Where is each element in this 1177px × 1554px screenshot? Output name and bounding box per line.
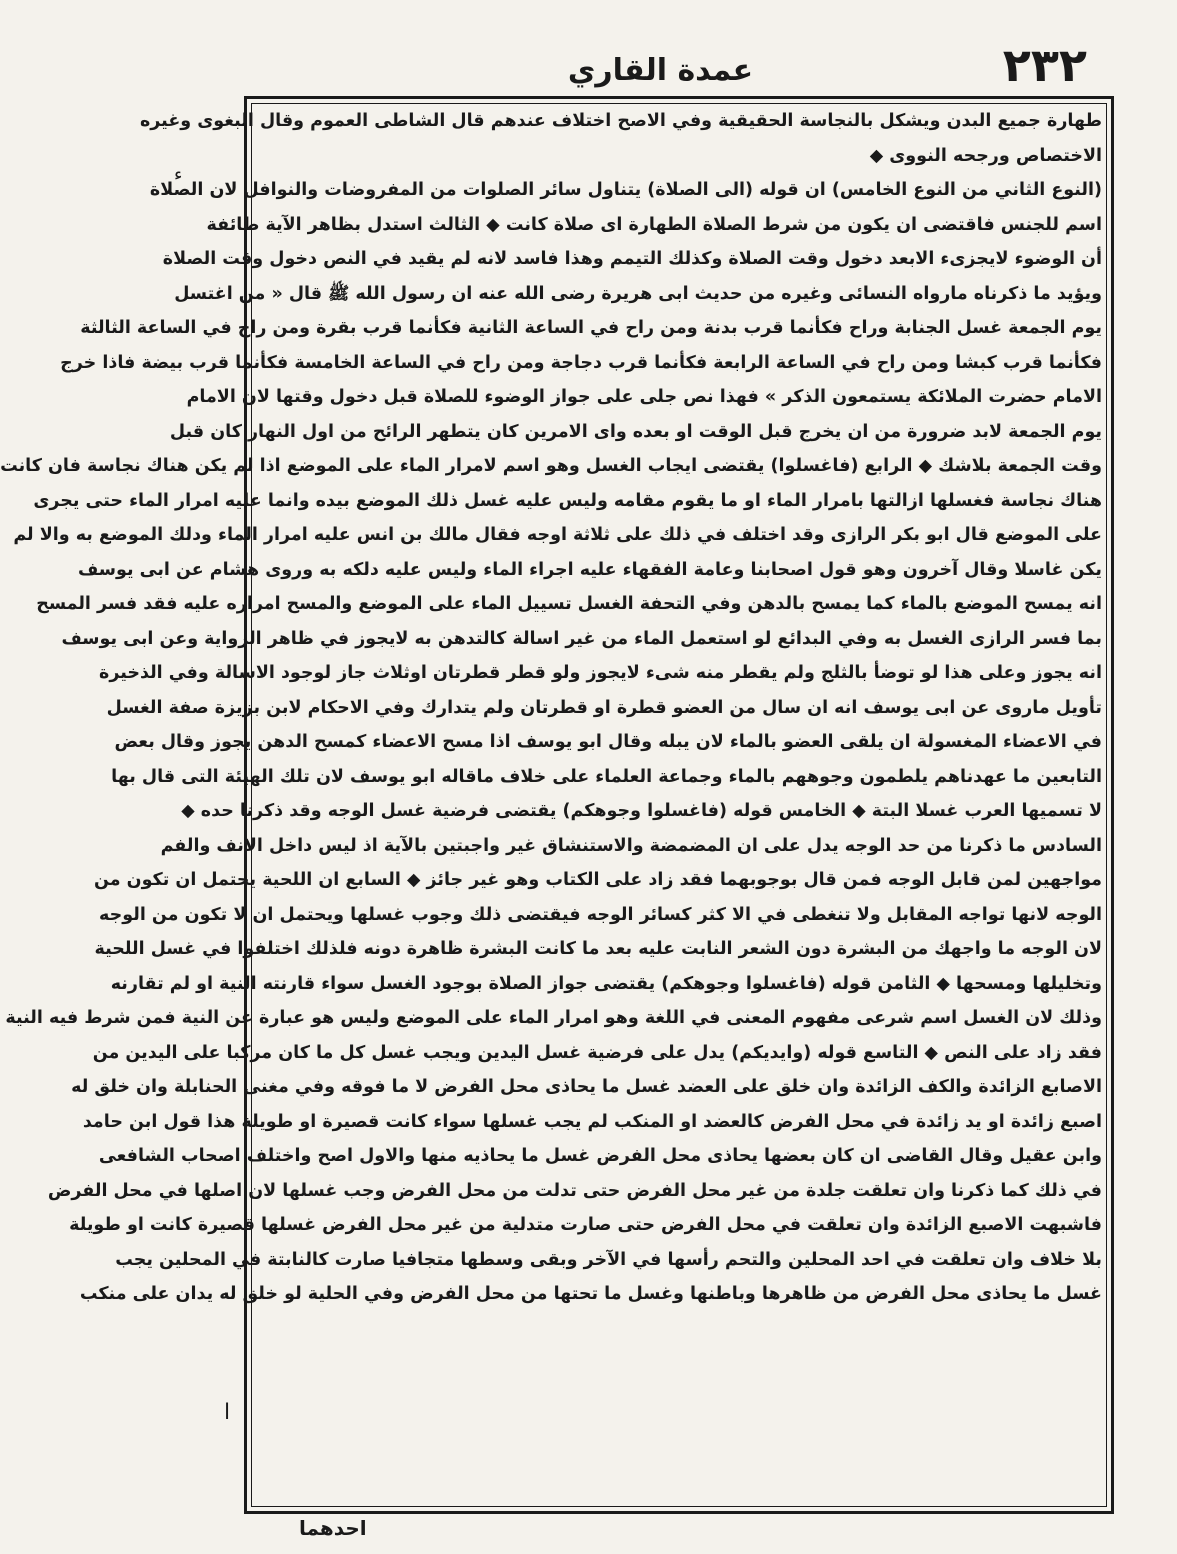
text-line: (النوع الثاني من النوع الخامس) ان قوله (الى الصلاة) يتناول سائر الصلوات من المفروضات والنوافل لان الصلاة [149, 180, 1102, 200]
page-number: ۲۳۲ [1002, 38, 1087, 92]
text-line: هناك نجاسة فغسلها ازالتها بامرار الماء او ما يقوم مقامه وليس عليه غسل ذلك الموضع بيده وانما عليه امرار الماء حتى يجرى [33, 490, 1102, 511]
text-line: وذلك لان الغسل اسم شرعى مفهوم المعنى في اللغة وهو امرار الماء على الموضع وليس هو عبارة عن النية فمن شرط فيه النية [5, 1008, 1102, 1028]
text-line: الاصابع الزائدة والكف الزائدة وان خلق على العضد غسل ما يحاذى محل الفرض لا ما فوقه وفي مغنى الحنابلة وان خلق له [71, 1077, 1102, 1097]
text-line: على الموضع قال ابو بكر الرازى وقد اختلف في ذلك على ثلاثة اوجه فقال مالك بن انس عليه امرار الماء ودلك الموضع به والا لم [13, 525, 1102, 545]
text-line: انه يمسح الموضع بالماء كما يمسح بالدهن وفي التحفة الغسل تسييل الماء على الموضع والمسح امراره عليه فقد فسر المسح [36, 594, 1102, 614]
text-line: أن الوضوء لايجزىء الابعد دخول وقت الصلاة وكذلك التيمم وهذا فاسد لانه لم يقيد في النص دخول وقت الصلاة [162, 249, 1102, 269]
text-line: التابعين ما عهدناهم يلطمون وجوههم بالماء وجماعة العلماء على خلاف ماقاله ابو يوسف لان تلك الهيئة التى قال بها [111, 766, 1102, 787]
text-line: الاختصاص ورجحه النووى ◆ [869, 145, 1102, 166]
running-title: عمدة القاري [567, 53, 754, 88]
text-line: الامام حضرت الملائكة يستمعون الذكر » فهذا نص جلى على جواز الوضوء للصلاة قبل دخول وقتها لان الامام [186, 387, 1102, 407]
catchword: احدهما [299, 1516, 367, 1540]
text-line: لا تسميها العرب غسلا البتة ◆ الخامس قوله (فاغسلوا وجوهكم) يقتضى فرضية غسل الوجه وقد ذكرنا حده ◆ [181, 801, 1102, 821]
margin-mark: ا [224, 1400, 231, 1425]
text-line: غسل ما يحاذى محل الفرض من ظاهرها وباطنها وغسل ما تحتها من محل الفرض وفي الحلية لو خلق له يدان على منكب [79, 1284, 1102, 1304]
text-line: وابن عقيل وقال القاضى ان كان بعضها يحاذى محل الفرض غسل ما يحاذيه منها والاول اصح واختلف اصحاب الشافعى [98, 1146, 1102, 1166]
text-line: تأويل ماروى عن ابى يوسف انه ان سال من العضو قطرة او قطرتان ولم يتدارك وفي الاحكام لابن بزيزة صفة الغسل [106, 697, 1102, 718]
margin-mark: ء [174, 164, 183, 185]
text-line: في ذلك كما ذكرنا وان تعلقت جلدة من غير محل الفرض حتى تدلت من محل الفرض وجب غسلها لان اصلها في محل الفرض [47, 1180, 1102, 1201]
text-line: ويؤيد ما ذكرناه مارواه النسائى وغيره من حديث ابى هريرة رضى الله عنه ان رسول الله ﷺ قال « من اغتسل [174, 283, 1102, 304]
text-line: طهارة جميع البدن ويشكل بالنجاسة الحقيقية وفي الاصح اختلاف عندهم قال الشاطى العموم وقال البغوى وغيره [139, 111, 1102, 131]
text-line: مواجهين لمن قابل الوجه فمن قال بوجوبهما فقد زاد على الكتاب وهو غير جائز ◆ السابع ان اللحية يحتمل ان تكون من [93, 870, 1102, 890]
text-line: بلا خلاف وان تعلقت في احد المحلين والتحم رأسها في الآخر وبقى وسطها متجافيا صارت كالنابتة في المحلين يجب [115, 1249, 1102, 1270]
text-line: فكأنما قرب كبشا ومن راح في الساعة الرابعة فكأنما قرب دجاجة ومن راح في الساعة الخامسة فكأنما قرب بيضة فاذا خرج [60, 352, 1102, 373]
text-line: اسم للجنس فاقتضى ان يكون من شرط الصلاة الطهارة اى صلاة كانت ◆ الثالث استدل بظاهر الآية طائفة [206, 214, 1102, 235]
text-line: الوجه لانها تواجه المقابل ولا تنغطى في الا كثر كسائر الوجه فيقتضى ذلك وجوب غسلها ويحتمل ان لا تكون من الوجه [99, 904, 1102, 925]
text-line: وقت الجمعة بلاشك ◆ الرابع (فاغسلوا) يقتضى ايجاب الغسل وهو اسم لامرار الماء على الموضع اذا لم يكن هناك نجاسة فان كانت [0, 456, 1102, 476]
text-line: يوم الجمعة لابد ضرورة من ان يخرج قبل الوقت او بعده واى الامرين كان يتطهر الرائح من اول النهار كان قبل [169, 421, 1102, 442]
text-line: فقد زاد على النص ◆ التاسع قوله (وايديكم) يدل على فرضية غسل اليدين ويجب غسل كل ما كان مركبا على اليدين من [92, 1042, 1102, 1063]
text-line: يوم الجمعة غسل الجنابة وراح فكأنما قرب بدنة ومن راح في الساعة الثانية فكأنما قرب بقرة ومن راح في الساعة الثالثة [80, 318, 1102, 338]
text-line: انه يجوز وعلى هذا لو توضأ بالثلج ولم يقطر منه شىء لايجوز ولو قطر قطرتان اوثلاث جاز لوجود الاسالة وفي الذخيرة [98, 663, 1102, 683]
text-line: لان الوجه ما واجهك من البشرة دون الشعر النابت عليه بعد ما كانت البشرة ظاهرة دونه فلذلك اختلفوا في غسل اللحية [94, 939, 1102, 959]
text-line: اصبع زائدة او يد زائدة في محل الفرض كالعضد او المنكب لم يجب غسلها سواء كانت قصيرة او طويلة هذا قول ابن حامد [82, 1111, 1102, 1132]
text-body [0, 104, 1102, 1504]
text-line: السادس ما ذكرنا من حد الوجه يدل على ان المضمضة والاستنشاق غير واجبتين بالآية اذ ليس داخل الانف والفم [160, 835, 1102, 856]
text-line: في الاعضاء المغسولة ان يلقى العضو بالماء لان يبله وقال ابو يوسف اذا مسح الاعضاء كمسح الدهن يجوز وقال بعض [114, 732, 1102, 752]
text-line: بما فسر الرازى الغسل به وفي البدائع لو استعمل الماء من غير اسالة كالتدهن به لايجوز في ظاهر الرواية وعن ابى يوسف [61, 628, 1102, 649]
text-line: يكن غاسلا وقال آخرون وهو قول اصحابنا وعامة الفقهاء عليه اجراء الماء وليس عليه دلكه به وروى هشام عن ابى يوسف [77, 559, 1102, 580]
text-line: فاشبهت الاصبع الزائدة وان تعلقت في محل الفرض حتى صارت متدلية من غير محل الفرض غسلها قصيرة كانت او طويلة [69, 1215, 1102, 1235]
text-line: وتخليلها ومسحها ◆ الثامن قوله (فاغسلوا وجوهكم) يقتضى جواز الصلاة بوجود الغسل سواء قارنته النية او لم تقارنه [110, 973, 1102, 994]
